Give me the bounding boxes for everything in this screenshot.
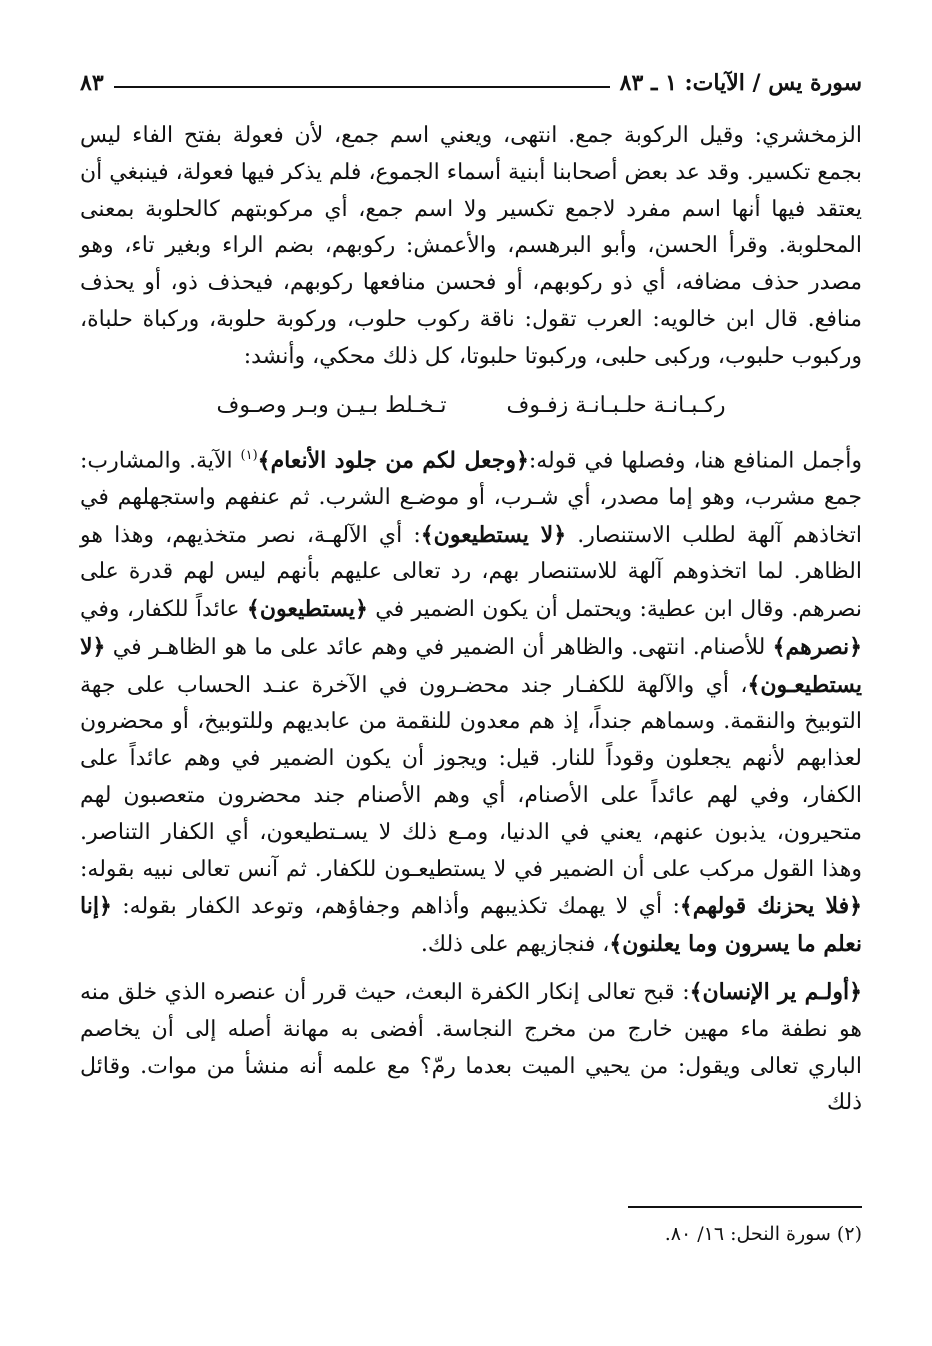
paragraph-1: الزمخشري: وقيل الركوبة جمع. انتهى، ويعني اسم جمع، لأن فعولة بفتح الفاء ليس بجمع تكسير. وقد عد بعض أصحابنا أبنية أسماء الجموع، فلم يذكر فيها فعولة، فينبغي أن يعتقد فيها أنها اسم مفرد لاجمع تكسير ولا اسم جمع، أي مركوبتهم كالحلوبة بمعنى المحلوبة. وقرأ الحسن، وأبو البرهسم، والأعمش: ركوبهم، بضم الراء وبغير تاء، وهو مصدر حذف مضافه، أي ذو ركوبهم، أو فحسن منافعها ركوبهم، فيحذف ذو، أو يحذف منافع. قال ابن خالويه: العرب تقول: ناقة ركوب حلوب، وركوبة حلوبة، وركباة حلباة، وركبوب حلبوب، وركبى حلبى، وركبوتا حلبوتا، كل ذلك محكي، وأنشد: <box>80 123 862 369</box>
header-rule <box>114 86 610 88</box>
text-run: عائداً للكفار، وفي <box>80 597 247 623</box>
quran-quote: ﴿لا يستطيعـون﴾ <box>80 633 862 698</box>
quran-quote: ﴿وجعل لكم من جلود الأنعام﴾ <box>257 446 529 473</box>
poetry-verse <box>80 388 862 424</box>
text-run: : أي الآلهـة، نصر متخذيهم، وهذا هو الظاهر. لما اتخذوهم آلهة للاستنصار بهم، رد تعالى عليهم بأنهم ليس لهم قدرة على نصرهم. وقال ابن عطية: ويحتمل أن يكون الضمير في <box>80 522 862 623</box>
footnote: (٢) سورة النحل: ١٦/ ٨٠. <box>664 1223 862 1245</box>
quran-quote: ﴿أولـم ير الإنسان﴾ <box>689 979 862 1006</box>
quran-quote: ﴿نصرهم﴾ <box>772 633 862 660</box>
page-number: ٨٣ <box>80 70 104 96</box>
verse-first-hemistich: ركـبـانـة حلـبـانـة زفـوف <box>506 392 726 418</box>
header-title: سورة يس / الآيات: ١ ـ ٨٣ <box>619 70 862 96</box>
text-run: وأجمل المنافع هنا، وفصلها في قوله: <box>528 447 862 473</box>
quran-quote: ﴿لا يستطيعون﴾ <box>420 521 567 548</box>
text-run: ، أي والآلهة للكفـار جند محضـرون في الآخرة عنـد الحساب على جهة التوبيخ والنقمة. وسماهم جنداً، إذ هم معدون للنقمة من عابديهم وللتوبيخ، أو محضرون لعذابهم لأنهم يجعلون وقوداً للنار. قيل: ويجوز أن يكون الضمير في وهم عائداً على الكفار، وفي لهم عائداً على الأصنام، أي وهم الأصنام جند محضرون متعصبون لهم متحيرون، يذبون عنهم، يعني في الدنيا، ومـع ذلك لا يسـتطيعون، أي الكفار التناصر. وهذا القول مركب على أن الضمير في لا يستطيعـون للكفار. ثم آنس تعالى نبيه بقوله: <box>80 672 862 882</box>
text-run: الآية. والمشارب: جمع مشرب، وهو إما مصدر، أي شـرب، أو موضـع الشرب. ثم عنفهم واستجهلهم في اتخاذهم آلهة لطلب الاستنصار. <box>80 447 863 548</box>
quran-quote: ﴿يستطيعون﴾ <box>246 596 368 623</box>
text-run: : أي لا يهمك تكذيبهم وأذاهم وجفاؤهم، وتوعد الكفار بقوله: <box>111 894 680 920</box>
paragraph-2 <box>80 438 862 964</box>
paragraph-3 <box>80 974 862 1122</box>
text-run: ، فنجازيهم على ذلك. <box>420 932 610 958</box>
quran-quote: ﴿فلا يحزنك قولهم﴾ <box>679 893 862 920</box>
verse-second-hemistich: تـخـلط بـيـن وبـر وصـوف <box>216 392 447 418</box>
footnote-marker: (١) <box>240 447 258 463</box>
body-text <box>80 118 862 1122</box>
text-run: : قبح تعالى إنكار الكفرة البعث، حيث قرر أن عنصره الذي خلق منه هو نطفة ماء مهين خارج من مخرج النجاسة. أفضى به مهانة أصله إلى أن يخاصم الباري تعالى ويقول: من يحيي الميت بعدما رمّ؟ مع علمه أنه منشأ من موات. وقائل ذلك <box>80 980 862 1116</box>
text-run: للأصنام. انتهى. والظاهر أن الضمير في وهم عائد على ما هو الظاهـر في <box>105 634 773 660</box>
running-header <box>80 68 862 98</box>
quran-quote: ﴿إنا نعلم ما يسرون وما يعلنون﴾ <box>80 893 862 958</box>
footnote-separator <box>628 1206 862 1208</box>
